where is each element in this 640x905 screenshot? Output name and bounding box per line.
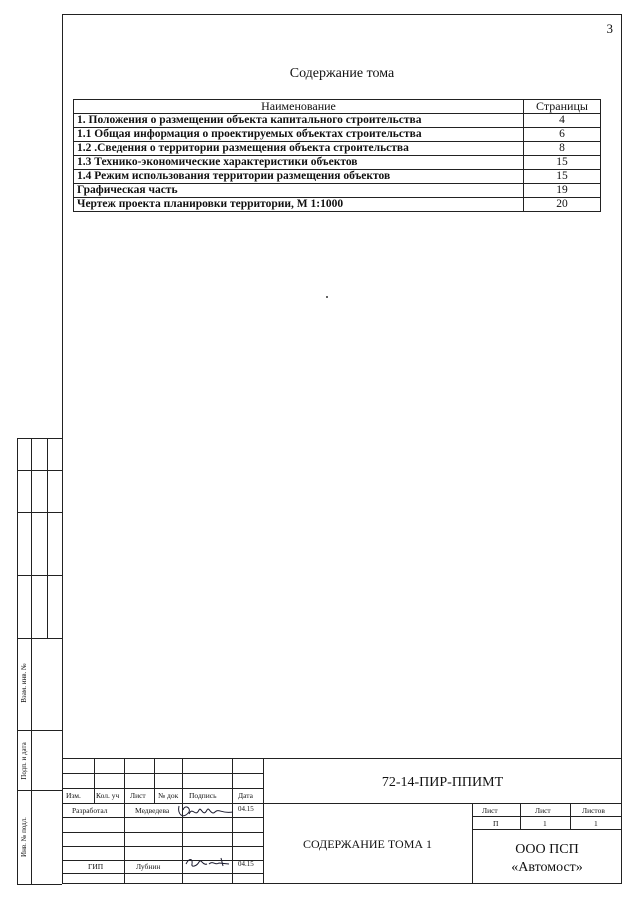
organization-name: ООО ПСП	[515, 842, 579, 857]
page-number: 3	[606, 21, 613, 36]
row-page: 20	[524, 198, 601, 212]
col-kol-uch: Кол. уч	[96, 791, 120, 800]
row-name: 1.4 Режим использования территории размещения объектов	[74, 170, 524, 184]
col-izm: Изм.	[66, 791, 81, 800]
column-header-name: Наименование	[74, 100, 524, 114]
row-name: 1.2 .Сведения о территории размещения объекта строительства	[74, 142, 524, 156]
row-page: 15	[524, 170, 601, 184]
signature-lubnin	[183, 854, 233, 872]
vzam-inv-label: Взам. инв. №	[20, 663, 28, 703]
name-lubnin: Лубнин	[136, 862, 161, 871]
row-page: 19	[524, 184, 601, 198]
value-sheets: 1	[594, 819, 598, 828]
speck	[326, 296, 328, 298]
header-stage: Лист	[482, 806, 498, 815]
row-page: 4	[524, 114, 601, 128]
row-page: 15	[524, 156, 601, 170]
inv-podl-label: Инв. № подл.	[20, 817, 28, 857]
date-row1: 04.15	[238, 805, 254, 813]
header-sheet: Лист	[535, 806, 551, 815]
podp-data-label: Подп. и дата	[20, 742, 28, 780]
row-page: 8	[524, 142, 601, 156]
row-name: 1. Положения о размещении объекта капитального строительства	[74, 114, 524, 128]
col-list: Лист	[130, 791, 146, 800]
col-n-dok: № док	[158, 791, 179, 800]
page-title: Содержание тома	[289, 66, 395, 81]
table-row	[74, 142, 601, 156]
organization-subname: «Автомост»	[511, 860, 583, 875]
col-data: Дата	[238, 791, 253, 800]
row-page: 6	[524, 128, 601, 142]
row-name: Чертеж проекта планировки территории, М 1:1000	[74, 198, 524, 212]
table-row	[74, 114, 601, 128]
row-name: 1.1 Общая информация о проектируемых объектах строительства	[74, 128, 524, 142]
signature-medvedeva	[175, 800, 237, 824]
header-sheets: Листов	[582, 806, 605, 815]
table-row	[74, 184, 601, 198]
role-razrabotal: Разработал	[72, 806, 108, 815]
role-gip: ГИП	[88, 862, 104, 871]
date-row2: 04.15	[238, 860, 254, 868]
table-row	[74, 156, 601, 170]
value-sheet: 1	[543, 819, 547, 828]
table-header-row	[74, 100, 601, 114]
row-name: 1.3 Технико-экономические характеристики объектов	[74, 156, 524, 170]
table-row	[74, 170, 601, 184]
row-name: Графическая часть	[74, 184, 524, 198]
col-podpis: Подпись	[189, 791, 217, 800]
table-row	[74, 198, 601, 212]
stamp-document-title: СОДЕРЖАНИЕ ТОМА 1	[302, 837, 433, 851]
table-row	[74, 128, 601, 142]
value-stage: П	[493, 819, 499, 828]
name-medvedeva: Медведева	[135, 806, 170, 815]
document-code: 72-14-ПИР-ППИМТ	[381, 775, 504, 790]
contents-table	[73, 99, 601, 212]
column-header-pages: Страницы	[524, 100, 601, 114]
